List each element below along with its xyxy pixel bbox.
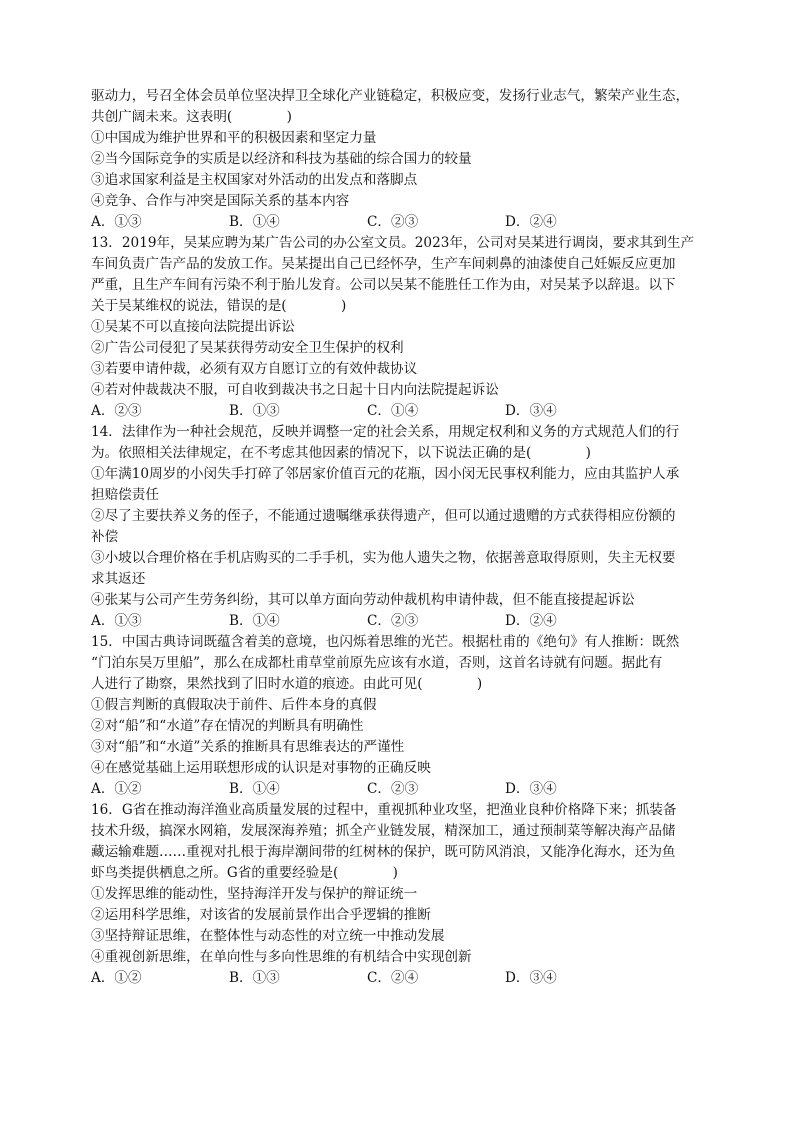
statement: ①发挥思维的能动性，坚持海洋开发与保护的辩证统一 — [91, 886, 418, 902]
option-a: A．①② — [91, 781, 142, 797]
statement: ④张某与公司产生劳务纠纷，其可以单方面向劳动仲裁机构申请仲裁，但不能直接提起诉讼 — [91, 592, 635, 608]
option-d: D．③④ — [505, 781, 557, 797]
exam-page — [91, 86, 707, 989]
stem-line: 16．G省在推动海洋渔业高质量发展的过程中，重视抓种业攻坚，把渔业良种价格降下来；抓装备 — [91, 802, 677, 818]
option-c: C．②④ — [367, 970, 419, 986]
question-13 — [91, 233, 707, 422]
stem-line: 虾鸟类提供栖息之所。G省的重要经验是( ) — [91, 865, 398, 881]
statement: ③对“船”和“水道”关系的推断具有思维表达的严谨性 — [91, 739, 405, 755]
answer-options — [91, 968, 707, 989]
option-b: B．①④ — [229, 214, 280, 230]
option-c: C．②③ — [367, 781, 419, 797]
statement: ①中国成为维护世界和平的积极因素和坚定力量 — [91, 130, 377, 146]
question-12 — [91, 86, 707, 233]
option-d: D．②④ — [505, 613, 557, 629]
statement: ①年满10周岁的小闵失手打碎了邻居家价值百元的花瓶，因小闵无民事权利能力，应由其监护人承 — [91, 466, 680, 482]
answer-options — [91, 401, 707, 422]
statement: ④重视创新思维，在单向性与多向性思维的有机结合中实现创新 — [91, 949, 472, 965]
question-14 — [91, 422, 707, 632]
stem-line: 严重，且生产车间有污染不利于胎儿发育。公司以吴某不能胜任工作为由，对吴某予以辞退。以下 — [91, 277, 676, 293]
option-c: C．②③ — [367, 613, 419, 629]
stem-line: 13．2019年，吴某应聘为某广告公司的办公室文员。2023年，公司对吴某进行调岗，要求其到生产 — [91, 235, 695, 251]
stem-line: 藏运输难题……重视对扎根于海岸潮间带的红树林的保护，既可防风消浪，又能净化海水，还为鱼 — [91, 844, 676, 860]
statement: ③坚持辩证思维，在整体性与动态性的对立统一中推动发展 — [91, 928, 445, 944]
option-a: A．①③ — [91, 214, 142, 230]
statement: ②广告公司侵犯了吴某获得劳动安全卫生保护的权利 — [91, 340, 404, 356]
statement: ②尽了主要扶养义务的侄子，不能通过遗嘱继承获得遗产，但可以通过遗赠的方式获得相应份额的 — [91, 508, 676, 524]
stem-line: 15．中国古典诗词既蕴含着美的意境，也闪烁着思维的光芒。根据杜甫的《绝句》有人推断：既然 — [91, 634, 680, 650]
statement: ③若要申请仲裁，必须有双方自愿订立的有效仲裁协议 — [91, 361, 418, 377]
option-c: C．①④ — [367, 403, 419, 419]
question-15 — [91, 632, 707, 800]
statement: ②对“船”和“水道”存在情况的判断具有明确性 — [91, 718, 364, 734]
statement: ①吴某不可以直接向法院提出诉讼 — [91, 319, 295, 335]
option-d: D．③④ — [505, 970, 557, 986]
option-b: B．①④ — [229, 613, 280, 629]
statement: ③追求国家利益是主权国家对外活动的出发点和落脚点 — [91, 172, 418, 188]
option-c: C．②③ — [367, 214, 419, 230]
statement: 求其返还 — [91, 571, 146, 587]
option-d: D．②④ — [505, 214, 557, 230]
answer-options — [91, 212, 707, 233]
option-b: B．①④ — [229, 781, 280, 797]
option-a: A．①② — [91, 970, 142, 986]
statement: ④若对仲裁裁决不服，可自收到裁决书之日起十日内向法院提起诉讼 — [91, 382, 499, 398]
statement: 补偿 — [91, 529, 119, 545]
statement: 担赔偿责任 — [91, 487, 159, 503]
answer-options — [91, 779, 707, 800]
option-a: A．①③ — [91, 613, 142, 629]
stem-line: 共创广阔未来。这表明( ) — [91, 109, 292, 125]
stem-line: 14．法律作为一种社会规范，反映并调整一定的社会关系，用规定权利和义务的方式规范人们的行 — [91, 424, 680, 440]
stem-line: 关于吴某维权的说法，错误的是( ) — [91, 298, 347, 314]
stem-line: 车间负责广告产品的发放工作。吴某提出自己已经怀孕，生产车间刺鼻的油漆使自己妊娠反应更加 — [91, 256, 676, 272]
statement: ②当今国际竞争的实质是以经济和科技为基础的综合国力的较量 — [91, 151, 472, 167]
stem-line: 技术升级，搞深水网箱，发展深海养殖；抓全产业链发展，精深加工，通过预制菜等解决海产品储 — [91, 823, 676, 839]
statement: ④竞争、合作与冲突是国际关系的基本内容 — [91, 193, 350, 209]
option-d: D．③④ — [505, 403, 557, 419]
statement: ③小坡以合理价格在手机店购买的二手手机，实为他人遗失之物，依据善意取得原则，失主无权要 — [91, 550, 676, 566]
stem-line: 人进行了勘察，果然找到了旧时水道的痕迹。由此可见( ) — [91, 676, 483, 692]
answer-options — [91, 611, 707, 632]
stem-line: 驱动力，号召全体会员单位坚决捍卫全球化产业链稳定，积极应变，发扬行业志气，繁荣产业生态， — [91, 88, 690, 104]
statement: ④在感觉基础上运用联想形成的认识是对事物的正确反映 — [91, 760, 431, 776]
statement: ②运用科学思维，对该省的发展前景作出合乎逻辑的推断 — [91, 907, 431, 923]
stem-line: “门泊东吴万里船”，那么在成都杜甫草堂前原先应该有水道，否则，这首名诗就有问题。据此有 — [91, 655, 663, 671]
option-b: B．①③ — [229, 970, 280, 986]
stem-line: 为。依照相关法律规定，在不考虑其他因素的情况下，以下说法正确的是( ) — [91, 445, 591, 461]
option-b: B．①③ — [229, 403, 280, 419]
option-a: A．②③ — [91, 403, 142, 419]
question-16 — [91, 800, 707, 989]
statement: ①假言判断的真假取决于前件、后件本身的真假 — [91, 697, 377, 713]
